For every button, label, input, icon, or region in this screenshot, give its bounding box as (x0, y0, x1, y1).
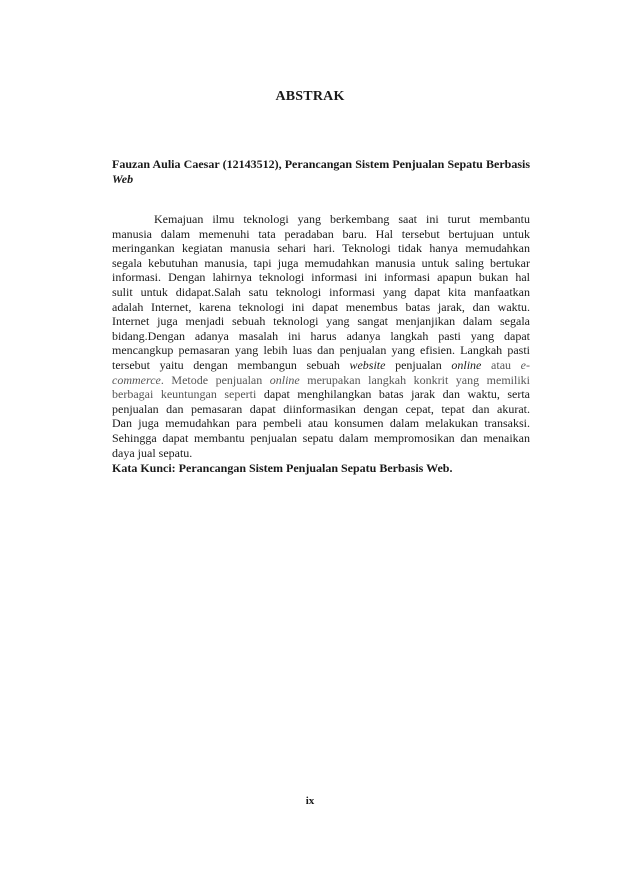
abstract-text-segment: atau (481, 357, 521, 372)
abstract-line (112, 300, 530, 315)
page-number: ix (305, 795, 315, 807)
abstract-text-segment: merupakan langkah konkrit yang memiliki (299, 372, 530, 387)
abstract-text-segment: Sehingga dapat membantu penjualan sepatu dalam mempromosikan dan menaikan (112, 430, 530, 445)
abstract-line (112, 314, 530, 329)
abstract-text-segment: commerce (112, 372, 161, 387)
abstract-text-segment: sulit untuk didapat.Salah satu teknologi informasi yang dapat kita manfaatkan (112, 284, 530, 299)
abstract-text-segment: Kemajuan ilmu teknologi yang berkembang saat ini turut membantu (154, 212, 530, 226)
abstract-text-segment: dapat menghilangkan batas jarak dan waktu, serta (263, 387, 530, 402)
author-title-text: Fauzan Aulia Caesar (12143512), Perancangan Sistem Penjualan Sepatu Berbasis (112, 157, 530, 171)
abstract-text-segment: . Metode penjualan (160, 372, 270, 387)
abstract-line (112, 416, 530, 431)
abstract-text-segment: Dan juga memudahkan para pembeli atau konsumen dalam melakukan transaksi. (112, 416, 530, 431)
abstract-text-segment: manusia dalam memenuhi tata peradaban baru. Hal tersebut bertujuan untuk (112, 226, 530, 241)
abstract-line (112, 387, 530, 402)
abstract-text-segment: adalah Internet, karena teknologi ini dapat menembus batas jarak, dan waktu. (112, 299, 530, 314)
abstract-text-segment: tersebut yaitu dengan membangun sebuah (112, 357, 350, 372)
abstract-text-segment: informasi. Dengan lahirnya teknologi informasi ini informasi apapun bukan hal (112, 270, 530, 285)
abstract-text-segment: daya jual sepatu. (112, 445, 193, 460)
abstract-text-segment: berbagai keuntungan seperti (112, 387, 264, 402)
abstract-text-segment: segala kebutuhan manusia, tapi juga memudahkan manusia untuk saling bertukar (112, 255, 530, 270)
abstract-line (112, 358, 530, 373)
abstract-line (112, 446, 530, 461)
abstract-line (112, 343, 530, 358)
abstract-line (112, 285, 530, 300)
page-title: ABSTRAK (275, 89, 345, 104)
abstract-line (112, 212, 530, 227)
abstract-line (112, 227, 530, 242)
abstract-text-segment: online (269, 372, 300, 387)
author-title-italic-word: Web (112, 171, 134, 186)
keywords-line: Kata Kunci: Perancangan Sistem Penjualan Sepatu Berbasis Web. (112, 461, 453, 475)
abstract-line (112, 402, 530, 417)
abstract-text-segment: Internet juga menjadi sebuah teknologi yang sangat menjanjikan dalam segala (112, 314, 530, 329)
abstract-text-segment: e- (520, 357, 530, 372)
abstract-text-segment: website (349, 357, 386, 372)
abstract-text-segment: meringankan kegiatan manusia sehari hari. Teknologi tidak hanya memudahkan (112, 241, 530, 256)
abstract-text-segment: penjualan dan pemasaran dapat diinformasikan dengan cepat, tepat dan akurat. (112, 401, 530, 416)
abstract-line (112, 373, 530, 388)
abstract-line (112, 241, 530, 256)
abstract-body (112, 212, 530, 460)
abstract-line (112, 256, 530, 271)
abstract-text-segment: online (451, 357, 482, 372)
abstract-line (112, 270, 530, 285)
abstract-text-segment: penjualan (385, 357, 452, 372)
abstract-line (112, 329, 530, 344)
abstract-text-segment: bidang.Dengan adanya masalah ini harus adanya langkah pasti yang dapat (112, 328, 530, 343)
abstract-text-segment: mencangkup pemasaran yang lebih luas dan penjualan yang efisien. Langkah pasti (112, 343, 530, 358)
author-title-line (112, 157, 530, 186)
abstract-line (112, 431, 530, 446)
